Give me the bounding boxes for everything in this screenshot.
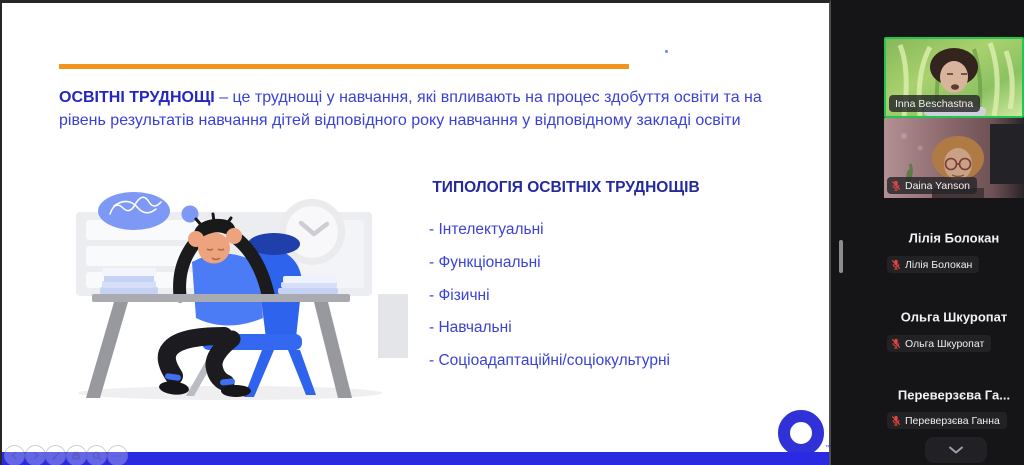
slide-intro-paragraph xyxy=(59,87,764,132)
participants-panel xyxy=(831,0,1024,465)
video-strip xyxy=(884,0,1024,465)
muted-mic-icon xyxy=(891,415,901,426)
participant-display-name: Лілія Болокан xyxy=(908,230,1000,245)
slide-logo-ring xyxy=(778,410,824,456)
slide-intro-term: ОСВІТНІ ТРУДНОЩІ xyxy=(59,89,215,106)
typology-list xyxy=(429,214,670,378)
trademark-mark: ™ xyxy=(825,445,831,451)
typology-heading: ТИПОЛОГІЯ ОСВІТНІХ ТРУДНОЩІВ xyxy=(432,179,700,196)
typology-item: - Навчальні xyxy=(429,319,512,337)
participant-display-name: Переверзєва Га... xyxy=(897,387,1011,402)
zoom-icon[interactable] xyxy=(86,445,107,465)
name-label: Переверзєва Ганна xyxy=(887,412,1007,429)
scroll-more-participants-button[interactable] xyxy=(925,437,987,463)
pdf-toolbar xyxy=(4,445,127,465)
video-tile-daina[interactable] xyxy=(884,118,1024,198)
muted-mic-icon xyxy=(891,180,901,191)
name-label: Daina Yanson xyxy=(887,177,977,194)
video-tile-inna[interactable] xyxy=(884,37,1024,118)
more-icon[interactable] xyxy=(107,445,128,465)
participant-tile[interactable] xyxy=(884,198,1024,277)
participant-tile[interactable] xyxy=(884,356,1024,433)
slide-intro-definition: – це труднощі у навчання, які впливають на процес здобуття освіти та на рівень результатів навчання дітей відповідного року навчання у відповідному закладі освіти xyxy=(59,89,762,129)
typology-item: - Інтелектуальні xyxy=(429,221,544,238)
name-label: Ольга Шкуропат xyxy=(887,335,991,352)
chevron-down-icon xyxy=(948,446,964,454)
cursor-speck xyxy=(665,50,668,53)
next-page-icon[interactable] xyxy=(25,445,46,465)
prev-page-icon[interactable] xyxy=(4,445,25,465)
typology-item: - Функціональні xyxy=(429,253,541,271)
typology-item: - Фізичні xyxy=(429,286,490,304)
participant-display-name: Ольга Шкуропат xyxy=(900,309,1008,324)
muted-mic-icon xyxy=(891,259,901,270)
participant-tile[interactable] xyxy=(884,277,1024,356)
pen-icon[interactable] xyxy=(45,445,66,465)
slide-accent-rule xyxy=(59,64,629,69)
name-label: Лілія Болокан xyxy=(887,256,979,273)
print-icon[interactable] xyxy=(66,445,87,465)
muted-mic-icon xyxy=(891,338,901,349)
stressed-student-illustration xyxy=(62,186,410,402)
panel-scrollbar[interactable] xyxy=(839,240,843,273)
typology-item: - Соціоадаптаційні/соціокультурні xyxy=(429,352,670,370)
name-label: Inna Beschastna xyxy=(889,95,980,112)
